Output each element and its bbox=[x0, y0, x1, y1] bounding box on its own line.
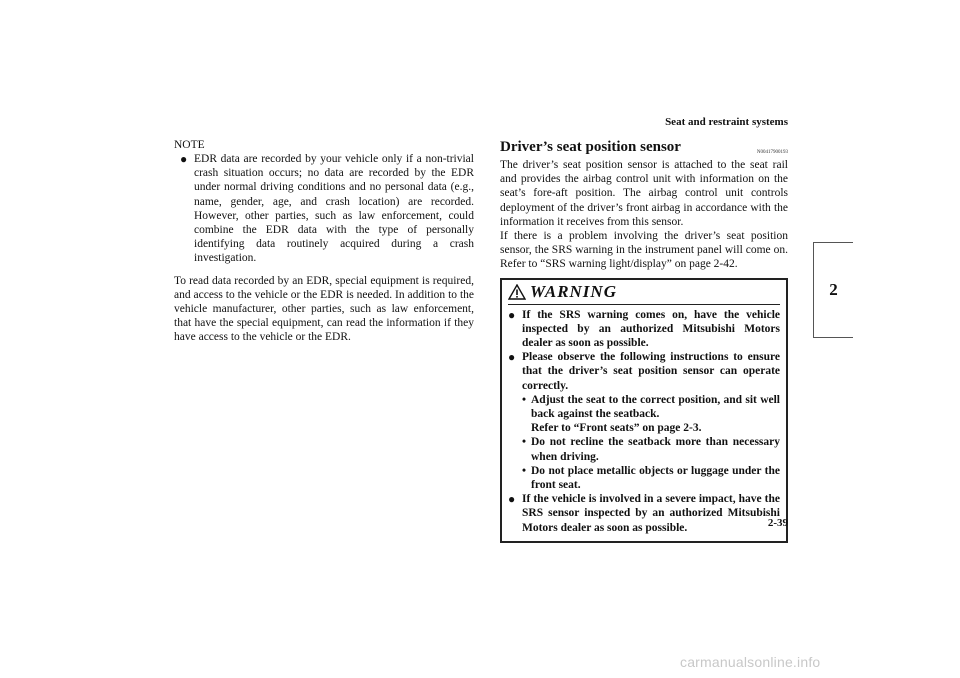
warning-item-text: Please observe the following instructions to ensure that the driver’s seat position sensor can operate correctly. bbox=[522, 351, 780, 392]
sub-bullet-icon: • bbox=[522, 464, 527, 477]
sub-bullet-icon: • bbox=[522, 436, 527, 449]
section-header bbox=[500, 138, 788, 156]
warning-sub-item-text: Adjust the seat to the correct position, and sit well back against the seatback. bbox=[531, 393, 780, 421]
edr-paragraph: To read data recorded by an EDR, special equipment is required, and access to the vehicle or the EDR is needed. In addition to the vehicle manufacturer, other parties, such as law enforcement, that have the special equipment, can read the information if they have access to the vehicle or the EDR. bbox=[174, 274, 474, 344]
bullet-icon: ● bbox=[508, 307, 516, 322]
warning-sub-item-text: Do not place metallic objects or luggage under the front seat. bbox=[531, 464, 780, 492]
note-item-text: EDR data are recorded by your vehicle only if a non-trivial crash situation occurs; no data are recorded by the EDR under normal driving conditions and no personal data (e.g., name, gender, age, and crash location) are recorded. However, other parties, such as law enforcement, could combine the EDR data with the type of personally identifying data routinely acquired during a crash investigation. bbox=[194, 153, 474, 265]
warning-item bbox=[508, 350, 780, 492]
right-column bbox=[500, 138, 788, 543]
chapter-tab bbox=[813, 242, 853, 338]
warning-triangle-icon bbox=[508, 284, 526, 300]
warning-sub-item-text: Do not recline the seatback more than necessary when driving. bbox=[531, 436, 780, 463]
warning-divider bbox=[508, 304, 780, 305]
warning-sub-item bbox=[522, 435, 780, 463]
warning-item bbox=[508, 308, 780, 351]
chapter-number: 2 bbox=[829, 280, 838, 299]
section-title: Driver’s seat position sensor bbox=[500, 139, 681, 155]
section-code: N00417900193 bbox=[756, 150, 788, 155]
warning-title: WARNING bbox=[530, 281, 617, 301]
sensor-paragraph-2: If there is a problem involving the driver’s seat position sensor, the SRS warning in the instrument panel will come on. Refer to “SRS warning light/display” on page 2-42. bbox=[500, 230, 788, 271]
note-item bbox=[174, 152, 474, 266]
warning-sub-item-reference: Refer to “Front seats” on page 2-3. bbox=[531, 422, 702, 435]
warning-sub-item bbox=[522, 464, 780, 492]
sensor-paragraph-1: The driver’s seat position sensor is attached to the seat rail and provides the airbag control unit with information on the seat’s fore-aft position. The airbag control unit controls deployment of the driver’s front airbag in accordance with the information it receives from this sensor. bbox=[500, 159, 788, 228]
watermark[interactable]: carmanualsonline.info bbox=[680, 654, 821, 670]
warning-sub-item bbox=[522, 393, 780, 436]
bullet-icon: ● bbox=[508, 492, 516, 507]
bullet-icon: ● bbox=[180, 152, 188, 166]
page-number: 2-39 bbox=[767, 517, 788, 529]
running-header: Seat and restraint systems bbox=[665, 116, 788, 128]
left-column bbox=[174, 138, 474, 345]
warning-header bbox=[508, 282, 780, 302]
note-label: NOTE bbox=[174, 139, 205, 151]
warning-box bbox=[500, 278, 788, 543]
warning-item-text: If the vehicle is involved in a severe impact, have the SRS sensor inspected by an authorized Mitsubishi Motors dealer as soon as possible. bbox=[522, 493, 780, 534]
bullet-icon: ● bbox=[508, 350, 516, 365]
sub-bullet-icon: • bbox=[522, 393, 527, 406]
warning-item-text: If the SRS warning comes on, have the vehicle inspected by an authorized Mitsubishi Motors dealer as soon as possible. bbox=[522, 308, 780, 350]
